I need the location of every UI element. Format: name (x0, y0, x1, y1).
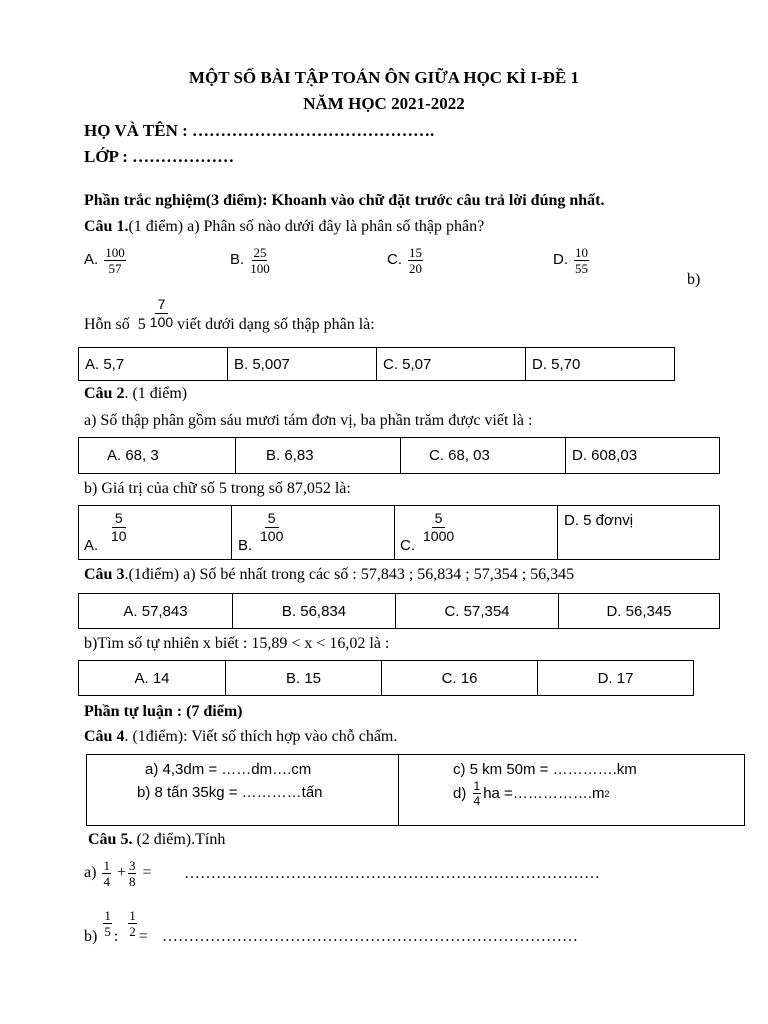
q3-a-answer-d[interactable]: D. 56,345 (559, 594, 720, 629)
q2-b-text: b) Giá trị của chữ số 5 trong số 87,052 là: (84, 480, 351, 497)
q2-b-answer-table (78, 505, 720, 560)
q1-b-answer-table (78, 347, 675, 381)
q1-option-d[interactable]: D. $\frac{10}{55}$ (553, 245, 588, 276)
q5-a-expression: a) $\frac{1}{4}$ + $\frac{3}{8}$ = (84, 857, 152, 889)
q3-b-answer-a[interactable]: A. 14 (79, 661, 226, 696)
q3-b-text: b)Tìm số tự nhiên x biết : 15,89 < x < 16,02 là : (84, 635, 390, 652)
q3-a-answer-table (78, 593, 720, 629)
q2-a-answer-c[interactable]: C. 68, 03 (401, 438, 566, 474)
q3-text: Câu 3.(1điểm) a) Số bé nhất trong các số : 57,843 ; 56,834 ; 57,354 ; 56,345 (84, 566, 575, 583)
q2-b-answer-a[interactable]: A. $\frac{5}{10}$ (79, 506, 232, 560)
q2-text: Câu 2. (1 điểm) (84, 385, 188, 402)
q1-option-c[interactable]: C. $\frac{15}{20}$ (387, 245, 422, 276)
class-field[interactable]: LỚP : ……………… (84, 147, 235, 166)
q4-d[interactable]: d) $\frac{1}{4}$ ha =…………….m 2 (453, 779, 610, 808)
q1-b-answer-c[interactable]: C. 5,07 (377, 348, 526, 381)
part2-heading: Phần tự luận : (7 điểm) (84, 703, 243, 720)
q1-label: Câu 1. (84, 218, 129, 235)
q2-a-answer-table (78, 437, 720, 474)
q1-b-label: b) (687, 271, 701, 288)
q3-b-answer-table (78, 660, 694, 696)
q1-b-answer-d[interactable]: D. 5,70 (526, 348, 675, 381)
q4-table (86, 754, 745, 826)
school-year: NĂM HỌC 2021-2022 (303, 94, 465, 113)
q4-text: Câu 4. (1điểm): Viết số thích hợp vào chỗ chấm. (84, 728, 398, 745)
q5-a-answer-line[interactable]: …………………………………………………………………… (184, 865, 600, 882)
q3-a-answer-c[interactable]: C. 57,354 (396, 594, 559, 629)
q1-b-answer-b[interactable]: B. 5,007 (228, 348, 377, 381)
q3-b-answer-c[interactable]: C. 16 (382, 661, 538, 696)
q1-option-b[interactable]: B. $\frac{25}{100}$ (230, 245, 270, 276)
student-name-field[interactable]: HỌ VÀ TÊN : ……………………………………. (84, 121, 435, 140)
part1-heading: Phần trắc nghiệm(3 điểm): Khoanh vào chữ đặt trước câu trả lời đúng nhất. (84, 192, 605, 209)
q5-b-answer-line[interactable]: …………………………………………………………………… (162, 928, 578, 945)
q3-a-answer-a[interactable]: A. 57,843 (79, 594, 233, 629)
q3-b-answer-b[interactable]: B. 15 (226, 661, 382, 696)
q2-b-answer-b[interactable]: B. $\frac{5}{100}$ (232, 506, 395, 560)
q4-a[interactable]: a) 4,3dm = ……dm….cm (145, 761, 312, 778)
q3-a-answer-b[interactable]: B. 56,834 (233, 594, 396, 629)
q1-option-a[interactable]: A. $\frac{100}{57}$ (84, 245, 125, 276)
q4-left-cell (87, 755, 399, 826)
q4-c[interactable]: c) 5 km 50m = ………….km (453, 761, 637, 778)
q5-text: Câu 5. (2 điểm).Tính (88, 831, 226, 848)
q5-b-expression: b) $\frac{1}{5}$ : $\frac{1}{2}$ = (84, 908, 148, 945)
q1-mixed-number-text: Hỗn số 5 $\frac{7}{100}$ viết dưới dạng số thập phân là: (84, 296, 375, 333)
q2-a-answer-d[interactable]: D. 608,03 (566, 438, 720, 474)
q3-b-answer-d[interactable]: D. 17 (538, 661, 694, 696)
q2-label: Câu 2 (84, 385, 125, 402)
q5-label: Câu 5. (88, 831, 133, 848)
q2-b-answer-d[interactable]: D. 5 đơnvị (558, 506, 720, 560)
q4-right-cell (399, 755, 745, 826)
q4-label: Câu 4 (84, 728, 125, 745)
q3-label: Câu 3 (84, 566, 125, 583)
q1-text: Câu 1.(1 điểm) a) Phân số nào dưới đây là phân số thập phân? (84, 218, 485, 235)
q2-b-answer-c[interactable]: C. $\frac{5}{1000}$ (395, 506, 558, 560)
q1-b-answer-a[interactable]: A. 5,7 (79, 348, 228, 381)
q2-a-answer-b[interactable]: B. 6,83 (236, 438, 401, 474)
page-title: MỘT SỐ BÀI TẬP TOÁN ÔN GIỮA HỌC KÌ I-ĐỀ 1 (188, 68, 580, 87)
q4-b[interactable]: b) 8 tấn 35kg = …………tấn (137, 784, 323, 801)
q2-a-answer-a[interactable]: A. 68, 3 (79, 438, 236, 474)
q2-a-text: a) Số thập phân gồm sáu mươi tám đơn vị, ba phần trăm được viết là : (84, 412, 533, 429)
